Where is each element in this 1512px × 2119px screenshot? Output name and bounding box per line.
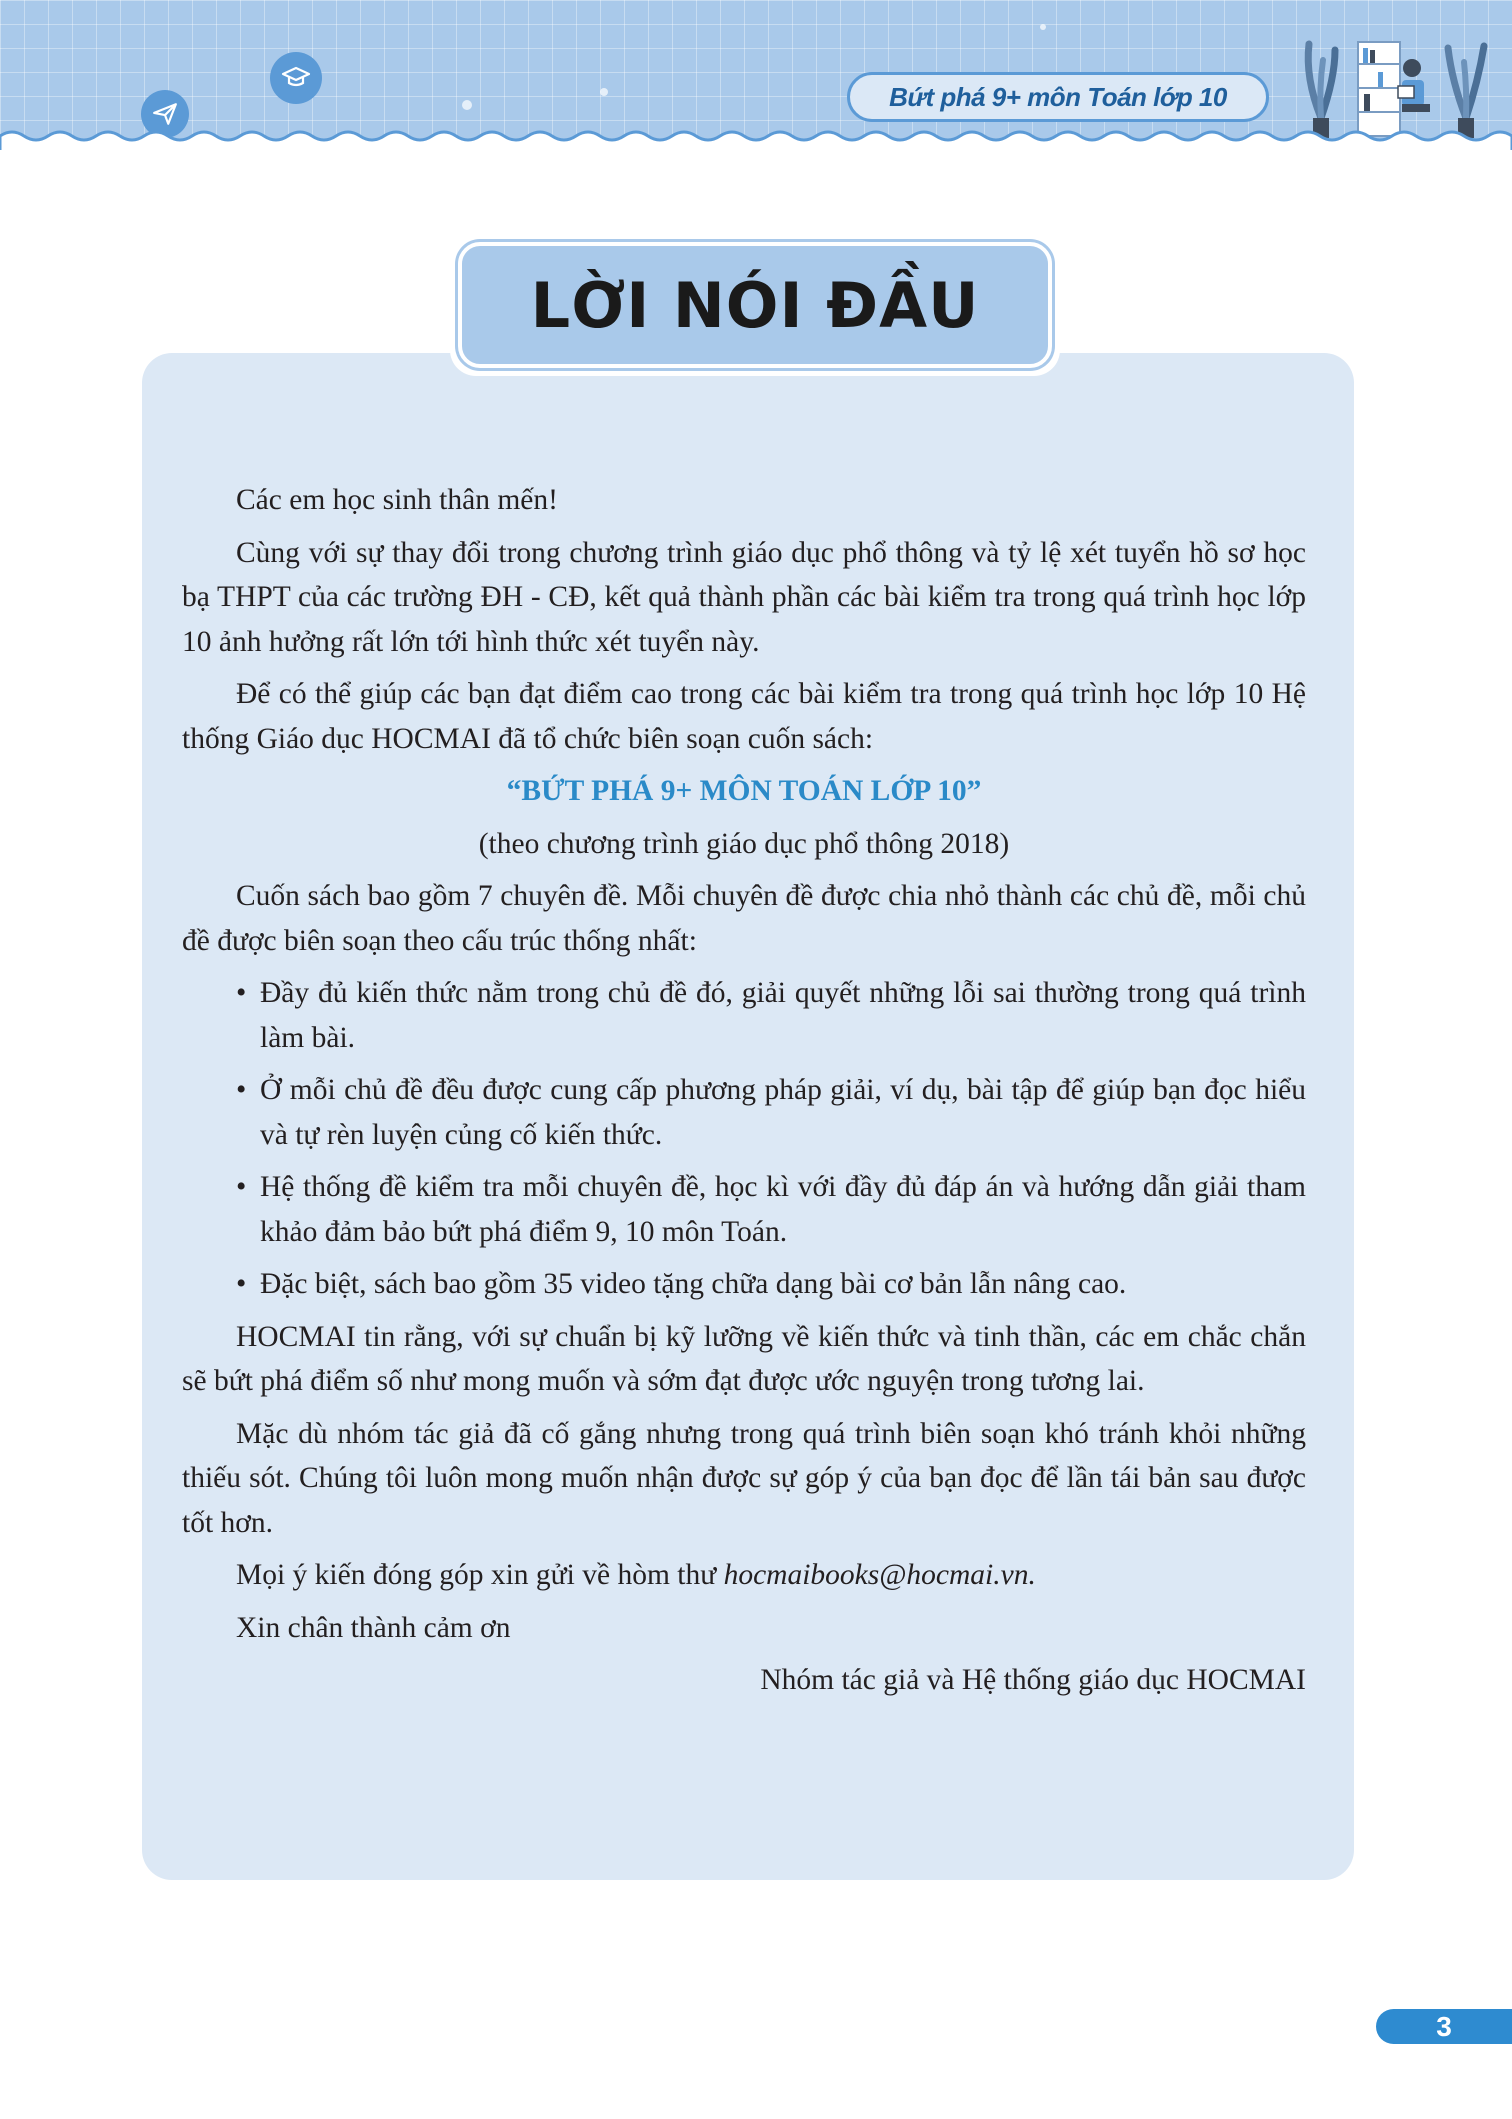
- decor-dot: [1040, 24, 1046, 30]
- email-address[interactable]: hocmaibooks@hocmai.vn.: [723, 1559, 1036, 1591]
- greeting: Các em học sinh thân mến!: [236, 484, 558, 516]
- paragraph: Cuốn sách bao gồm 7 chuyên đề. Mỗi chuyên đề được chia nhỏ thành các chủ đề, mỗi chủ đề được biên soạn theo cấu trúc thống nhất:: [182, 880, 1306, 957]
- signature: Nhóm tác giả và Hệ thống giáo dục HOCMAI: [760, 1664, 1306, 1696]
- book-title-badge: Bứt phá 9+ môn Toán lớp 10: [847, 72, 1269, 122]
- paragraph: Mặc dù nhóm tác giả đã cố gắng nhưng trong quá trình biên soạn khó tránh khỏi những thiếu sót. Chúng tôi luôn mong muốn nhận được sự góp ý của bạn đọc để lần tái bản sau được tốt hơn.: [182, 1417, 1306, 1539]
- list-item: • Đầy đủ kiến thức nằm trong chủ đề đó, giải quyết những lỗi sai thường trong quá trình làm bài.: [236, 971, 1306, 1060]
- graduation-cap-icon: [270, 52, 322, 104]
- list-item: • Hệ thống đề kiểm tra mỗi chuyên đề, học kì với đầy đủ đáp án và hướng dẫn giải tham khảo đảm bảo bứt phá điểm 9, 10 môn Toán.: [236, 1165, 1306, 1254]
- paragraph: Để có thể giúp các bạn đạt điểm cao trong các bài kiểm tra trong quá trình học lớp 10 Hệ thống Giáo dục HOCMAI đã tổ chức biên soạn cuốn sách:: [182, 678, 1306, 755]
- feedback-line: [182, 1553, 1306, 1598]
- page-title: LỜI NÓI ĐẦU: [530, 268, 980, 342]
- feedback-prefix: Mọi ý kiến đóng góp xin gửi về hòm thư: [236, 1559, 724, 1591]
- paragraph: Cùng với sự thay đổi trong chương trình giáo dục phổ thông và tỷ lệ xét tuyển hồ sơ học bạ THPT của các trường ĐH - CĐ, kết quả thành phần các bài kiểm tra trong quá trình học lớp 10 ảnh hưởng rất lớn tới hình thức xét tuyển này.: [182, 536, 1306, 658]
- feature-list: [182, 971, 1306, 1307]
- paragraph: HOCMAI tin rằng, với sự chuẩn bị kỹ lưỡng về kiến thức và tinh thần, các em chắc chắn sẽ bứt phá điểm số như mong muốn và sớm đạt được ước nguyện trong tương lai.: [182, 1320, 1306, 1397]
- program-note: (theo chương trình giáo dục phổ thông 2018): [478, 827, 1010, 860]
- bookshelf-student-icon: [1350, 38, 1438, 142]
- title-box: [458, 242, 1052, 368]
- header-wave-edge: [0, 128, 1512, 150]
- list-item: • Ở mỗi chủ đề đều được cung cấp phương pháp giải, ví dụ, bài tập để giúp bạn đọc hiểu và tự rèn luyện củng cố kiến thức.: [236, 1068, 1306, 1157]
- plant-icon: [1295, 38, 1347, 142]
- book-name: “BỨT PHÁ 9+ MÔN TOÁN LỚP 10”: [506, 775, 982, 807]
- page-number: 3: [1376, 2009, 1512, 2044]
- plant-icon: [1440, 38, 1492, 142]
- decor-dot: [462, 100, 472, 110]
- thanks-line: Xin chân thành cảm ơn: [236, 1611, 511, 1644]
- list-item: • Đặc biệt, sách bao gồm 35 video tặng chữa dạng bài cơ bản lẫn nâng cao.: [236, 1262, 1306, 1307]
- decor-dot: [600, 88, 608, 96]
- preface-body: [182, 478, 1306, 1711]
- header-band: [0, 0, 1512, 150]
